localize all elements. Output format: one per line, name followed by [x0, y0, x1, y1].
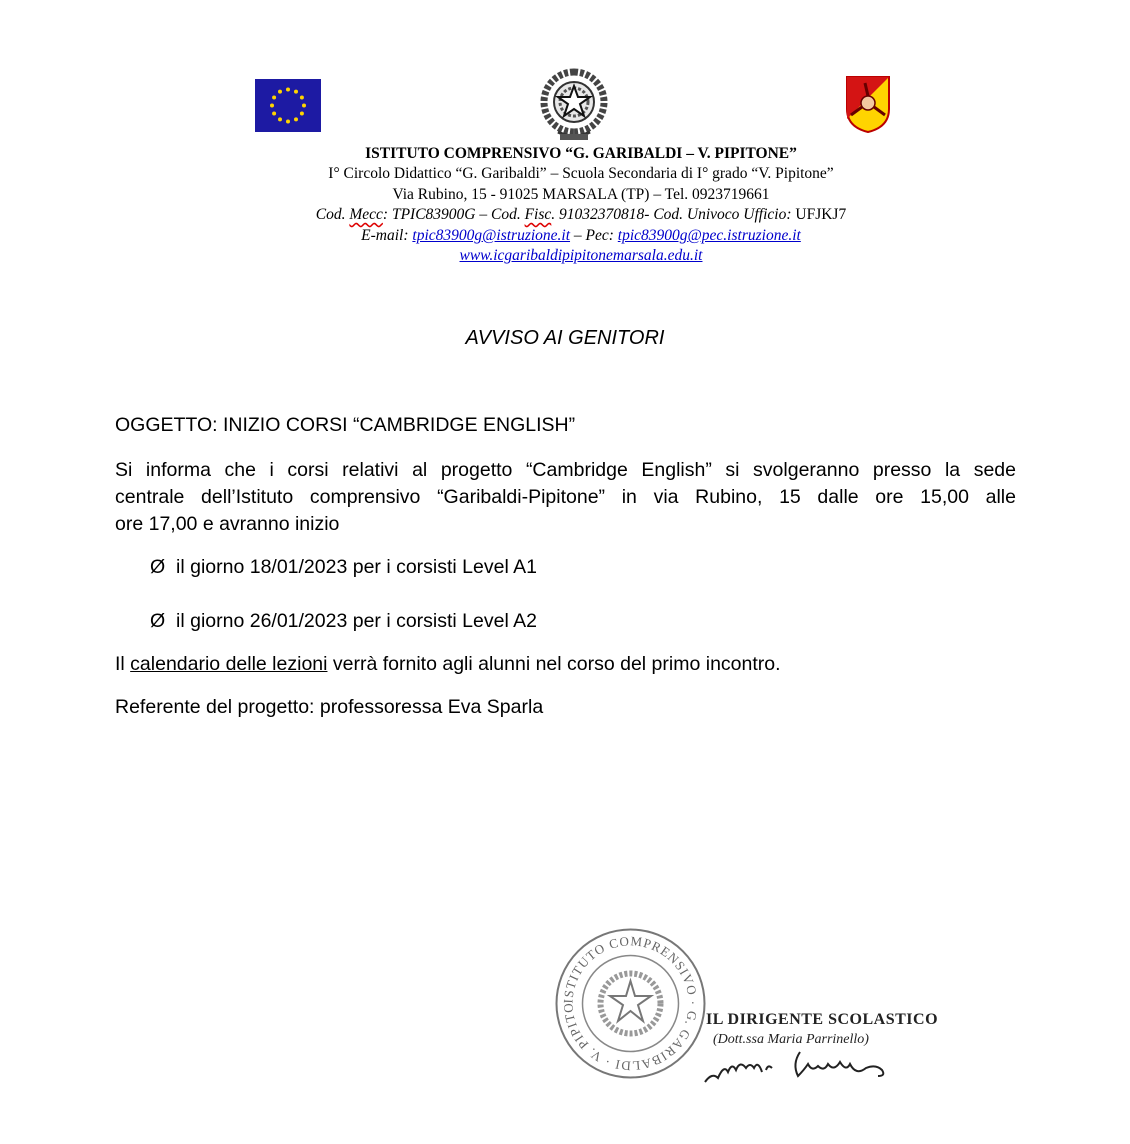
eu-star-icon	[272, 96, 276, 100]
eu-star-icon	[286, 120, 290, 124]
calendar-note: Il calendario delle lezioni verrà fornito agli alunni nel corso del primo incontro.	[115, 653, 781, 675]
bullet-icon: Ø	[150, 556, 166, 578]
principal-role: IL DIRIGENTE SCOLASTICO	[706, 1011, 939, 1028]
school-codes: Cod. Mecc: TPIC83900G – Cod. Fisc. 91032370818- Cod. Univoco Ufficio: UFJKJ7	[315, 206, 847, 223]
notice-title: AVVISO AI GENITORI	[465, 327, 665, 349]
school-address: Via Rubino, 15 - 91025 MARSALA (TP) – Tel. 0923719661	[392, 186, 770, 203]
eu-star-icon	[278, 117, 282, 121]
pec-link[interactable]: tpic83900g@pec.istruzione.it	[617, 227, 801, 244]
school-website	[0, 246, 1130, 266]
school-name: ISTITUTO COMPRENSIVO “G. GARIBALDI – V. PIPITONE”	[365, 145, 797, 162]
website-link[interactable]: www.icgaribaldipipitonemarsala.edu.it	[459, 247, 703, 264]
svg-text:ISTITUTO COMPRENSIVO · G. GARI: ISTITUTO COMPRENSIVO · G. GARIBALDI · V. PIPITO	[560, 933, 701, 1074]
italian-republic-emblem-icon	[538, 66, 610, 144]
eu-star-icon	[294, 117, 298, 121]
principal-name: (Dott.ssa Maria Parrinello)	[713, 1032, 869, 1047]
eu-star-icon	[270, 104, 274, 108]
sicily-region-emblem-icon	[845, 75, 891, 133]
notice-paragraph: Si informa che i corsi relativi al progetto “Cambridge English” si svolgeranno presso la sede centrale dell’Istituto comprensivo “Garibaldi-Pipitone” in via Rubino, 15 dalle ore 15,00 alle ore 17,00 e avranno inizio	[115, 459, 1016, 535]
eu-star-icon	[300, 96, 304, 100]
eu-star-icon	[302, 104, 306, 108]
eu-star-icon	[294, 90, 298, 94]
list-item: Ø il giorno 26/01/2023 per i corsisti Level A2	[150, 610, 537, 632]
eu-star-icon	[278, 90, 282, 94]
notice-subject: OGGETTO: INIZIO CORSI “CAMBRIDGE ENGLISH”	[115, 414, 576, 436]
eu-star-icon	[272, 112, 276, 116]
bullet-icon: Ø	[150, 610, 166, 632]
referent-note: Referente del progetto: professoressa Eva Sparla	[115, 696, 544, 718]
school-subtitle: I° Circolo Didattico “G. Garibaldi” – Scuola Secondaria di I° grado “V. Pipitone”	[328, 165, 834, 182]
eu-flag-icon	[255, 79, 321, 132]
handwritten-signature	[700, 1042, 900, 1087]
school-stamp	[553, 926, 708, 1081]
eu-star-icon	[286, 88, 290, 92]
list-item: Ø il giorno 18/01/2023 per i corsisti Level A1	[150, 556, 537, 578]
school-contacts: E-mail: tpic83900g@istruzione.it – Pec: tpic83900g@pec.istruzione.it	[361, 227, 801, 244]
email-link[interactable]: tpic83900g@istruzione.it	[412, 227, 571, 244]
eu-star-icon	[300, 112, 304, 116]
